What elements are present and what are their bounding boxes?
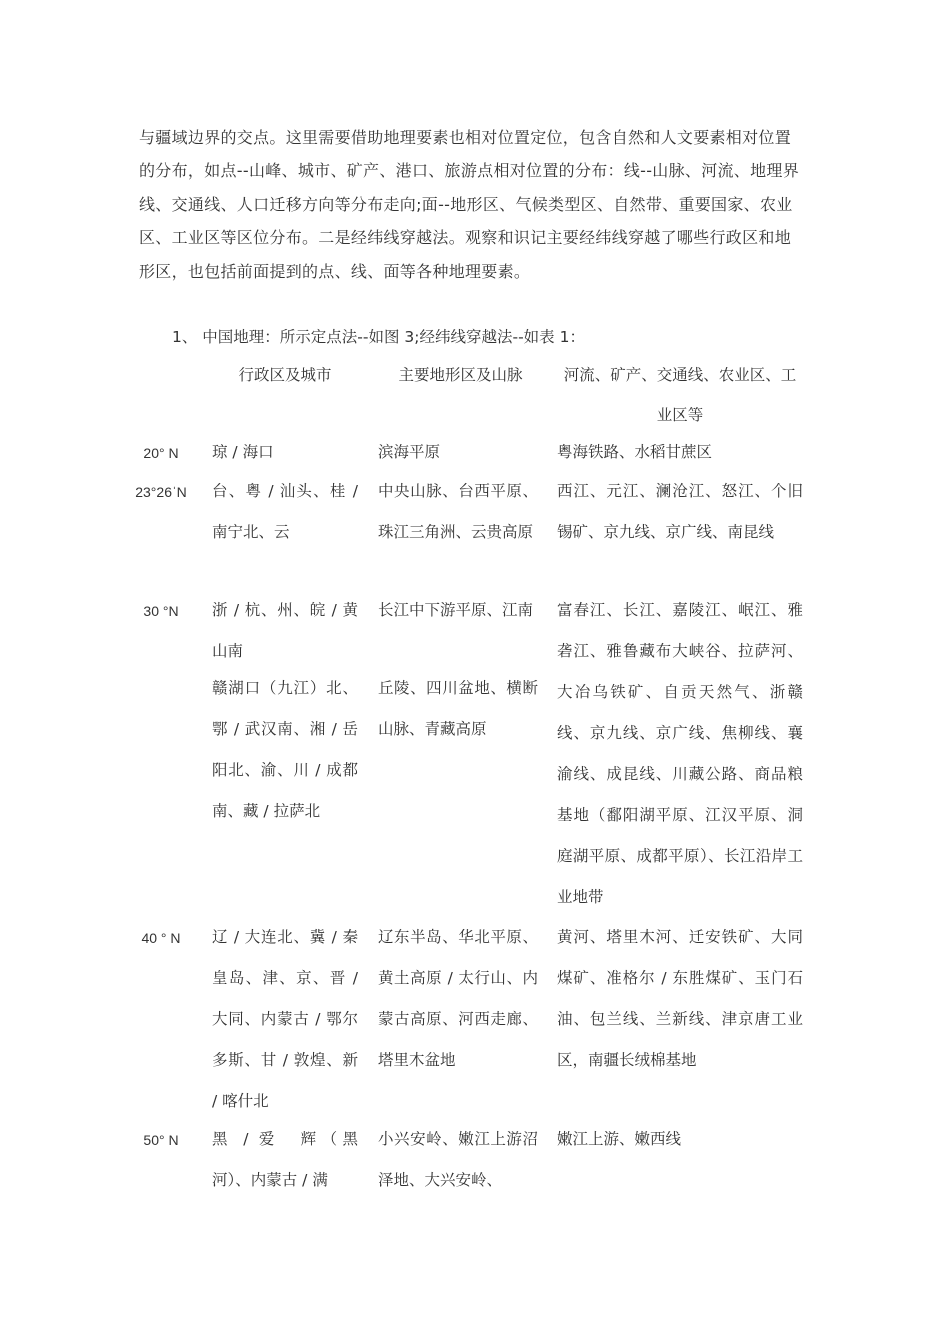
features-cell: 黄河、塔里木河、迁安铁矿、大同煤矿、准格尔 / 东胜煤矿、玉门石油、包兰线、兰新线、津京唐工业区，南疆长绒棉基地	[557, 928, 803, 1069]
latitude-label: 40 ° N	[141, 930, 181, 946]
terrain-cell: 长江中下游平原、江南	[378, 601, 534, 619]
intro-line: 形区，也包括前面提到的点、线、面等各种地理要素。	[139, 261, 531, 281]
latitude-label: 20° N	[143, 445, 179, 461]
latitude-label: 23°26ˈN	[135, 484, 187, 500]
features-cell: 富春江、长江、嘉陵江、岷江、雅砻江、雅鲁藏布大峡谷、拉萨河、大冶乌铁矿、自贡天然气、浙赣线、京九线、京广线、焦柳线、襄渝线、成昆线、川藏公路、商品粮基地（鄱阳湖平原、江汉平原、洞庭湖平原、成都平原）、长江沿岸工业地带	[557, 601, 803, 906]
header-features: 河流、矿产、交通线、农业区、工业区等	[563, 366, 797, 424]
terrain-cell: 滨海平原	[378, 443, 441, 461]
admin-cell: 浙 / 杭、州、皖 / 黄山南	[212, 601, 358, 660]
latitude-label: 30 °N	[143, 603, 179, 619]
section-heading: 1、 中国地理：所示定点法--如图 3;经纬线穿越法--如表 1：	[172, 328, 585, 346]
admin-cell: 台、粤 / 汕头、桂 / 南宁北、云	[212, 482, 358, 541]
terrain-cell: 小兴安岭、嫩江上游沼泽地、大兴安岭、	[378, 1130, 538, 1189]
features-cell: 西江、元江、澜沧江、怒江、个旧锡矿、京九线、京广线、南昆线	[557, 482, 803, 541]
intro-line: 区、工业区等区位分布。二是经纬线穿越法。观察和识记主要经纬线穿越了哪些行政区和地	[139, 228, 792, 248]
admin-cell-continued: 赣湖口（九江）北、鄂 / 武汉南、湘 / 岳阳北、渝、川 / 成都南、藏 / 拉萨北	[212, 679, 358, 820]
header-admin: 行政区及城市	[238, 366, 332, 384]
features-cell: 粤海铁路、水稻甘蔗区	[557, 443, 713, 461]
admin-cell: 黑 / 爱 辉（黑河）、内蒙古 / 满	[212, 1130, 358, 1189]
terrain-cell: 辽东半岛、华北平原、黄土高原 / 太行山、内蒙古高原、河西走廊、塔里木盆地	[378, 928, 538, 1069]
intro-line: 线、交通线、人口迁移方向等分布走向;面--地形区、气候类型区、自然带、重要国家、农业	[139, 194, 793, 214]
latitude-label: 50° N	[143, 1132, 179, 1148]
intro-line: 的分布，如点--山峰、城市、矿产、港口、旅游点相对位置的分布：线--山脉、河流、地理界	[139, 161, 799, 181]
intro-paragraph	[139, 121, 819, 288]
header-terrain: 主要地形区及山脉	[398, 366, 523, 384]
terrain-cell-continued: 丘陵、四川盆地、横断山脉、青藏高原	[378, 679, 538, 738]
features-cell: 嫩江上游、嫩西线	[557, 1130, 682, 1148]
admin-cell: 辽 / 大连北、冀 / 秦皇岛、津、京、晋 / 大同、内蒙古 / 鄂尔多斯、甘 / 敦煌、新 / 喀什北	[212, 928, 358, 1110]
intro-line: 与疆域边界的交点。这里需要借助地理要素也相对位置定位，包含自然和人文要素相对位置	[139, 128, 792, 147]
admin-cell: 琼 / 海口	[212, 443, 274, 461]
terrain-cell: 中央山脉、台西平原、珠江三角洲、云贵高原	[378, 482, 538, 541]
